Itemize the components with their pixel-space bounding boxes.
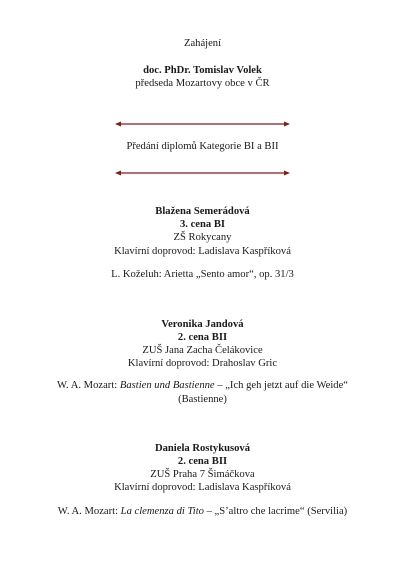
speaker-role: předseda Mozartovy obce v ČR [135,78,270,89]
piece-title: La clemenza di Tito [120,506,204,517]
ceremony-label: Předání diplomů Kategorie BI a BII [126,141,279,152]
speaker-name: doc. PhDr. Tomislav Volek [143,65,262,76]
ornament-divider [115,118,290,130]
school-label: ZUŠ Praha 7 Šimáčkova [150,469,255,480]
accompanist-label: Klavírní doprovod: Ladislava Kaspříková [114,246,291,257]
piece-role: (Bastienne) [178,394,227,405]
piece-title: Bastien und Bastienne [119,380,215,391]
piece-label: W. A. Mozart: La clemenza di Tito – „S’altro che lacrime“ (Servilia) [57,506,348,517]
accompanist-label: Klavírní doprovod: Ladislava Kaspříková [114,482,291,493]
piece-label: W. A. Mozart: Bastien und Bastienne – „Ich geh jetzt auf die Weide“ [57,380,348,391]
accompanist-label: Klavírní doprovod: Drahoslav Gric [127,358,278,369]
piece-label: L. Koželuh: Arietta „Sento amor“, op. 31/3 [111,269,294,280]
performer-name: Daniela Rostykusová [154,443,251,454]
award-label: 2. cena BII [177,456,228,467]
ornament-divider [115,167,290,179]
performer-name: Blažena Semerádová [155,206,250,217]
award-label: 2. cena BII [177,332,228,343]
award-label: 3. cena BI [179,219,226,230]
performer-name: Veronika Jandová [161,319,244,330]
opening-label: Zahájení [183,38,222,49]
school-label: ZŠ Rokycany [173,232,232,243]
school-label: ZUŠ Jana Zacha Čelákovice [142,345,263,356]
